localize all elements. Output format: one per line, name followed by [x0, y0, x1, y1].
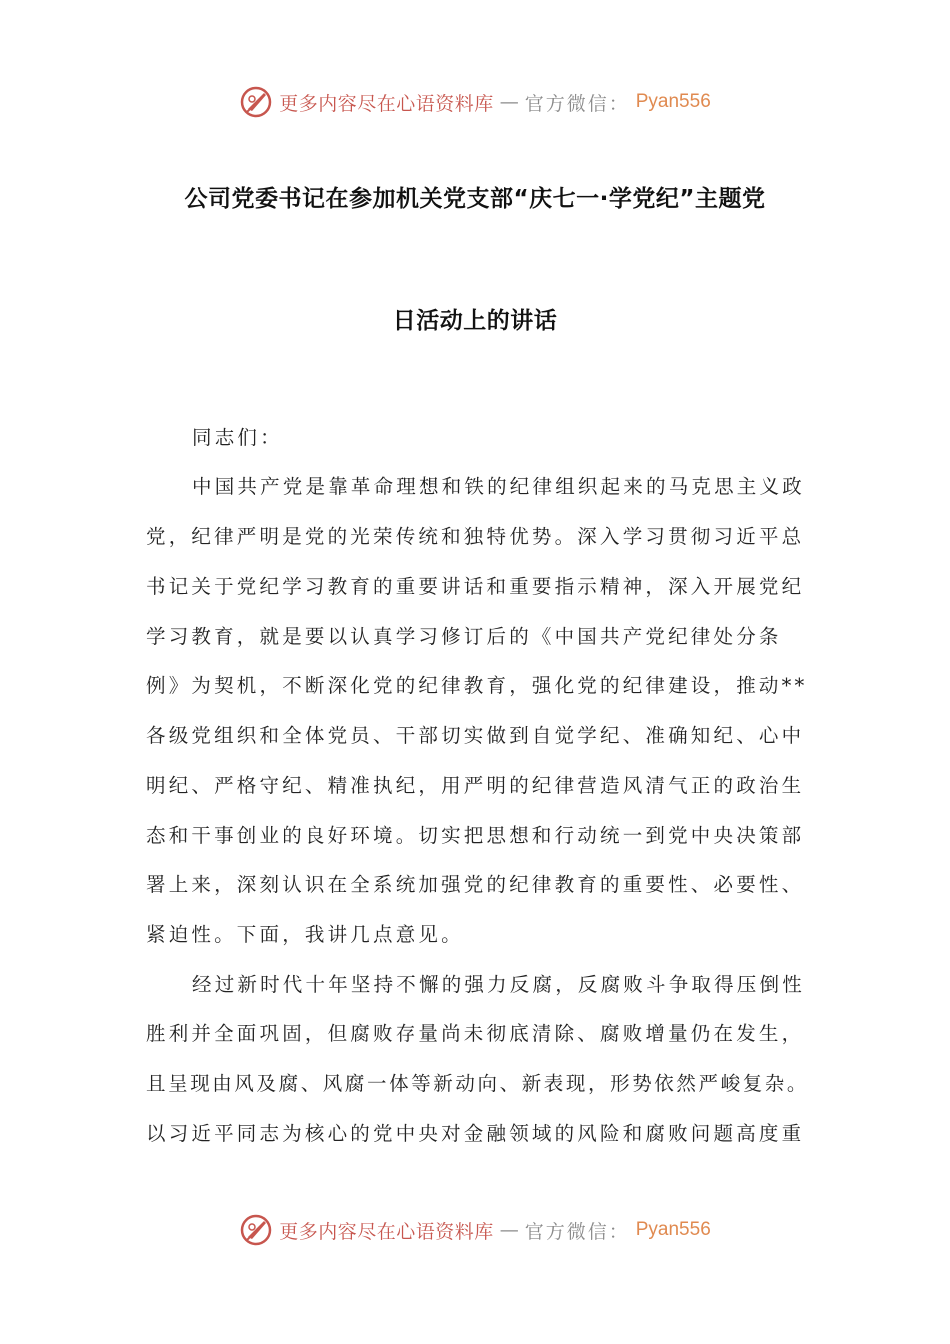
footer-watermark — [0, 1210, 950, 1250]
paragraph-line: 例》为契机，不断深化党的纪律教育，强化党的纪律建设，推动** — [146, 674, 808, 697]
paragraph-line: 各级党组织和全体党员、干部切实做到自觉学纪、准确知纪、心中 — [146, 724, 805, 747]
watermark-label: 官方微信： — [524, 1220, 630, 1243]
watermark-separator: — — [499, 1219, 519, 1241]
paragraph-line: 态和干事创业的良好环境。切实把思想和行动统一到党中央决策部 — [146, 824, 805, 847]
paragraph-line: 紧迫性。下面，我讲几点意见。 — [146, 923, 464, 946]
watermark-brand: 更多内容尽在心语资料库 — [279, 1220, 494, 1243]
paragraph-line: 书记关于党纪学习教育的重要讲话和重要指示精神，深入开展党纪 — [146, 575, 805, 598]
watermark-brand: 更多内容尽在心语资料库 — [279, 92, 494, 115]
paragraph-line: 且呈现由风及腐、风腐一体等新动向、新表现，形势依然严峻复杂。 — [146, 1072, 810, 1095]
document-title-line-1: 公司党委书记在参加机关党支部“庆七一·学党纪”主题党 — [184, 186, 766, 212]
paragraph-line: 胜利并全面巩固，但腐败存量尚未彻底清除、腐败增量仍在发生， — [146, 1022, 805, 1045]
paragraph-line: 经过新时代十年坚持不懈的强力反腐，反腐败斗争取得压倒性 — [192, 973, 805, 996]
document-title-line-2: 日活动上的讲话 — [392, 308, 558, 334]
header-watermark — [0, 82, 950, 122]
paragraph-line: 以习近平同志为核心的党中央对金融领域的风险和腐败问题高度重 — [146, 1122, 805, 1145]
watermark-wechat-id: Pyan556 — [635, 91, 711, 112]
paragraph-line: 党，纪律严明是党的光荣传统和独特优势。深入学习贯彻习近平总 — [146, 525, 805, 548]
salutation: 同志们： — [192, 426, 283, 449]
quill-logo-icon — [239, 1213, 273, 1247]
quill-logo-icon — [239, 85, 273, 119]
watermark-wechat-id: Pyan556 — [635, 1219, 711, 1240]
paragraph-line: 中国共产党是靠革命理想和铁的纪律组织起来的马克思主义政 — [192, 475, 805, 498]
paragraph-line: 学习教育，就是要以认真学习修订后的《中国共产党纪律处分条 — [146, 625, 782, 648]
paragraph-line: 明纪、严格守纪、精准执纪，用严明的纪律营造风清气正的政治生 — [146, 774, 805, 797]
watermark-separator: — — [499, 91, 519, 113]
watermark-label: 官方微信： — [524, 92, 630, 115]
paragraph-line: 署上来，深刻认识在全系统加强党的纪律教育的重要性、必要性、 — [146, 873, 805, 896]
